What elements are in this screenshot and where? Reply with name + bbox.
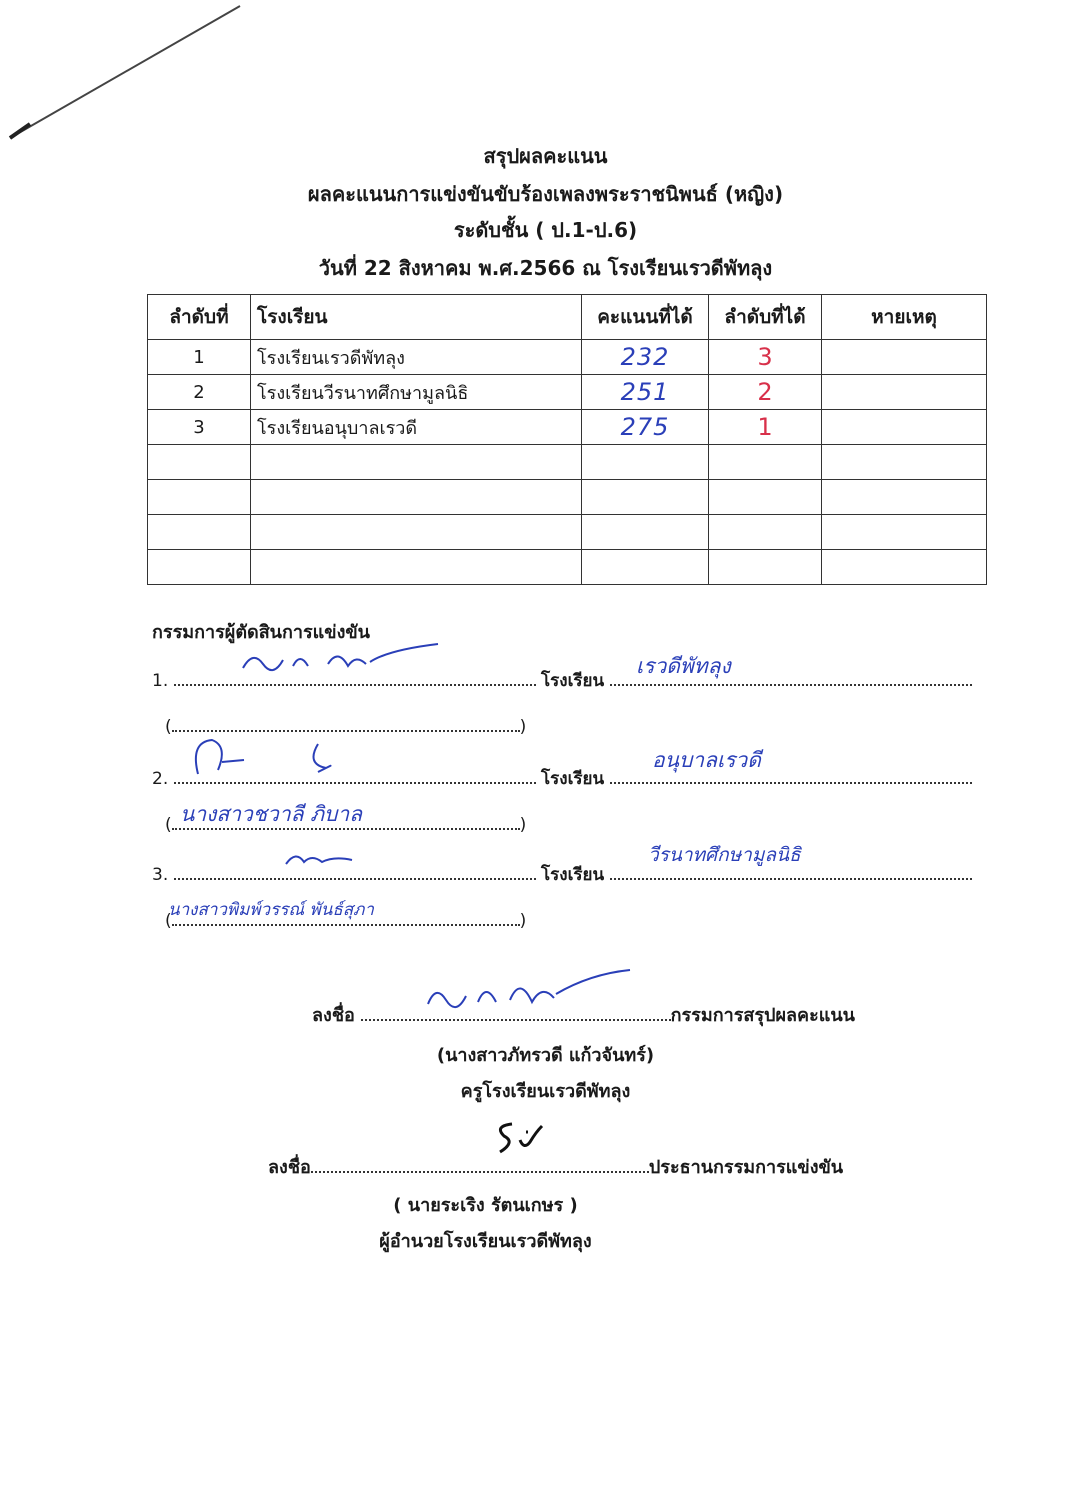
row-place (709, 515, 822, 550)
row-note (822, 550, 987, 585)
chair-position: ผู้อำนวยโรงเรียนเรวดีพัทลุง (379, 1231, 592, 1252)
row-place (709, 445, 822, 480)
member-2-signature (188, 734, 368, 780)
row-school (251, 445, 582, 480)
row-score (582, 480, 709, 515)
member-2-hw-school: อนุบาลเรวดี (652, 748, 761, 772)
row-place: 2 (709, 375, 822, 410)
table-row (148, 340, 987, 375)
row-no (148, 515, 251, 550)
row-note (822, 445, 987, 480)
row-score (582, 445, 709, 480)
row-score (582, 515, 709, 550)
row-school (251, 550, 582, 585)
row-score: 251 (582, 375, 709, 410)
doc-level: ระดับชั้น ( ป.1-ป.6) (453, 218, 638, 242)
chair-role: ประธานกรรมการแข่งขัน (648, 1157, 844, 1178)
table-row (148, 410, 987, 445)
member-1-signature (238, 640, 448, 680)
row-note (822, 375, 987, 410)
member-3-signature (282, 846, 362, 872)
table-row (148, 515, 987, 550)
row-score: 275 (582, 410, 709, 445)
row-no (148, 445, 251, 480)
member-2-name-line: ( ) (165, 810, 526, 835)
row-no (148, 480, 251, 515)
doc-title: สรุปผลคะแนน (483, 144, 608, 168)
row-score: 232 (582, 340, 709, 375)
row-note (822, 340, 987, 375)
member-1-name-line: ( ) (165, 712, 526, 737)
member-1-num: 1. (152, 671, 169, 691)
summary-signature (420, 964, 640, 1016)
results-table (147, 294, 987, 585)
summary-role: กรรมการสรุปผลคะแนน (670, 1005, 855, 1026)
header-score: คะแนนที่ได้ (582, 295, 709, 340)
member-3-num: 3. (152, 865, 169, 885)
header-rank: ลำดับที่ (148, 295, 251, 340)
chair-sign-line (268, 1152, 843, 1181)
chair-name: ( นายระเริง รัตนเกษร ) (393, 1195, 578, 1216)
header-note: หายเหตุ (822, 295, 987, 340)
row-school: โรงเรียนอนุบาลเรวดี (251, 410, 582, 445)
row-place: 3 (709, 340, 822, 375)
member-2-school-label: โรงเรียน (541, 769, 605, 789)
doc-date-place: วันที่ 22 สิงหาคม พ.ศ.2566 ณ โรงเรียนเรวดีพัทลุง (318, 256, 773, 280)
member-1-school-label: โรงเรียน (541, 671, 605, 691)
row-place (709, 550, 822, 585)
committee-title: กรรมการผู้ตัดสินการแข่งขัน (152, 622, 370, 643)
row-school: โรงเรียนวีรนาทศึกษามูลนิธิ (251, 375, 582, 410)
row-note (822, 410, 987, 445)
summary-sign-label: ลงชื่อ (312, 1005, 355, 1026)
member-3-name-line: ( ) (165, 906, 526, 931)
row-no (148, 550, 251, 585)
row-note (822, 515, 987, 550)
chair-sign-dots (311, 1153, 649, 1173)
row-school: โรงเรียนเรวดีพัทลุง (251, 340, 582, 375)
member-3-school-label: โรงเรียน (541, 865, 605, 885)
member-3-hw-school: วีรนาทศึกษามูลนิธิ (648, 844, 801, 866)
name-dots (172, 712, 520, 732)
row-place (709, 480, 822, 515)
member-2-num: 2. (152, 769, 169, 789)
table-row (148, 480, 987, 515)
row-school (251, 480, 582, 515)
header-place: ลำดับที่ได้ (709, 295, 822, 340)
chair-sign-label: ลงชื่อ (268, 1157, 311, 1178)
member-3-line (152, 860, 972, 888)
table-row (148, 550, 987, 585)
table-header-row (148, 295, 987, 340)
summary-name: (นางสาวภัทรวดี แก้วจันทร์) (436, 1045, 655, 1066)
doc-subtitle: ผลคะแนนการแข่งขันขับร้องเพลงพระราชนิพนธ์ (หญิง) (307, 182, 784, 206)
row-school (251, 515, 582, 550)
row-no: 1 (148, 340, 251, 375)
header-school: โรงเรียน (251, 295, 582, 340)
member-1-hw-school: เรวดีพัทลุง (636, 654, 731, 678)
table-row (148, 375, 987, 410)
row-note (822, 480, 987, 515)
row-score (582, 550, 709, 585)
member-2-hw-name: นางสาวชวาลี ภิบาล (180, 802, 363, 826)
row-no: 3 (148, 410, 251, 445)
table-row (148, 445, 987, 480)
member-3-hw-name: นางสาวพิมพ์วรรณ์ พันธ์สุภา (168, 900, 374, 920)
summary-position: ครูโรงเรียนเรวดีพัทลุง (460, 1081, 631, 1102)
page-fold-mark (0, 0, 260, 160)
row-place: 1 (709, 410, 822, 445)
row-no: 2 (148, 375, 251, 410)
